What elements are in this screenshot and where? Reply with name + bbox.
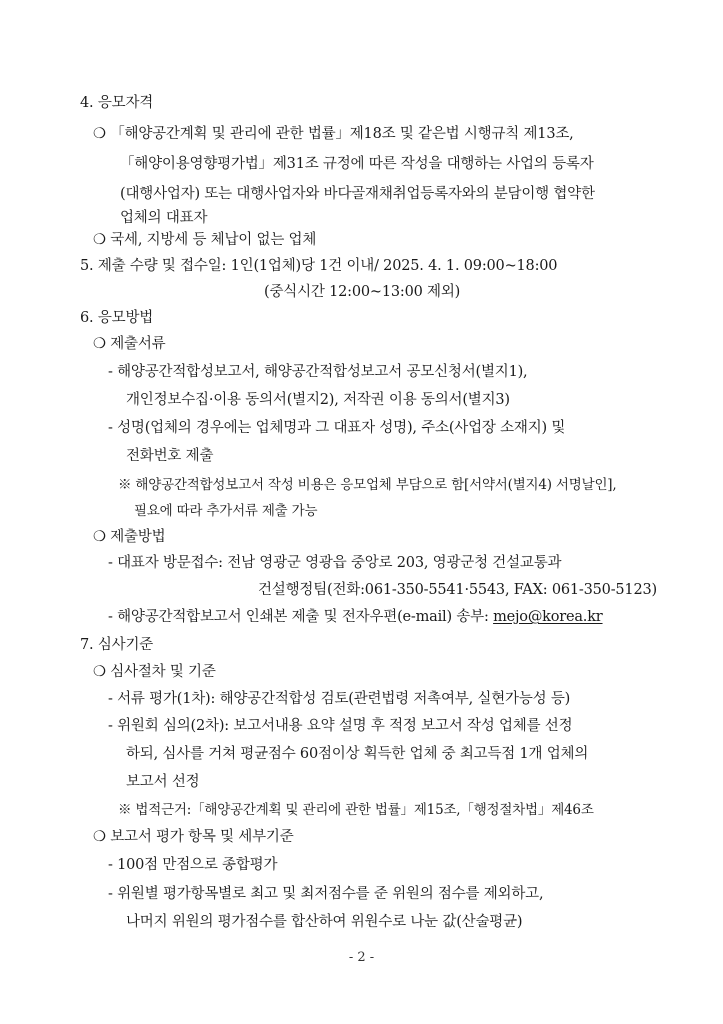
section-4-item-1-line-1: ❍ 「해양공간계획 및 관리에 관한 법률」제18조 및 같은법 시행규칙 제13조, — [93, 126, 574, 142]
method-dash-2 — [108, 607, 603, 627]
section-4-item-2: ❍ 국세, 지방세 등 체납이 없는 업체 — [93, 232, 317, 248]
evaluation-criteria-heading: ❍ 보고서 평가 항목 및 세부기준 — [93, 829, 294, 845]
section-5-line-2: (중식시간 12:00~13:00 제외) — [264, 284, 461, 300]
submission-method-heading: ❍ 제출방법 — [93, 529, 166, 545]
criteria-dash-2-line-1: - 위원별 평가항목별로 최고 및 최저점수를 준 위원의 점수를 제외하고, — [108, 886, 544, 902]
procedure-note: ※ 법적근거:「해양공간계획 및 관리에 관한 법률」제15조,「행정절차법」제46조 — [118, 802, 594, 818]
method-dash-2-text: - 해양공간적합보고서 인쇄본 제출 및 전자우편(e-mail) 송부: — [108, 609, 494, 625]
documents-note-line-1: ※ 해양공간적합성보고서 작성 비용은 응모업체 부담으로 함[서약서(별지4) 서명날인], — [118, 477, 617, 493]
documents-dash-1-line-1: - 해양공간적합성보고서, 해양공간적합성보고서 공모신청서(별지1), — [108, 364, 528, 380]
documents-note-line-2: 필요에 따라 추가서류 제출 가능 — [134, 503, 318, 519]
procedure-dash-2-line-3: 보고서 선정 — [126, 774, 200, 790]
section-6-heading: 6. 응모방법 — [80, 310, 154, 326]
submission-documents-heading: ❍ 제출서류 — [93, 336, 166, 352]
section-5-line-1: 5. 제출 수량 및 접수일: 1인(1업체)당 1건 이내/ 2025. 4. 1. 09:00~18:00 — [80, 258, 558, 274]
procedure-dash-1: - 서류 평가(1차): 해양공간적합성 검토(관련법령 저촉여부, 실현가능성 등) — [108, 691, 571, 707]
email-link[interactable]: mejo@korea.kr — [493, 609, 603, 625]
method-dash-1-line-1: - 대표자 방문접수: 전남 영광군 영광읍 중앙로 203, 영광군청 건설교통과 — [108, 555, 562, 571]
method-dash-1-line-2: 건설행정팀(전화:061-350-5541·5543, FAX: 061-350-5123) — [258, 582, 657, 598]
documents-dash-1-line-2: 개인정보수집·이용 동의서(별지2), 저작권 이용 동의서(별지3) — [126, 392, 510, 408]
procedure-dash-2-line-2: 하되, 심사를 거쳐 평균점수 60점이상 획득한 업체 중 최고득점 1개 업체의 — [126, 746, 589, 762]
section-4-item-1-line-2: 「해양이용영향평가법」제31조 규정에 따른 작성을 대행하는 사업의 등록자 — [120, 156, 594, 172]
page-number: - 2 - — [348, 950, 375, 965]
criteria-dash-1: - 100점 만점으로 종합평가 — [108, 857, 278, 873]
section-7-heading: 7. 심사기준 — [80, 637, 154, 653]
section-4-item-1-line-3: (대행사업자) 또는 대행사업자와 바다골재채취업등록자와의 분담이행 협약한 — [120, 186, 595, 202]
section-4-heading: 4. 응모자격 — [80, 95, 154, 111]
documents-dash-2-line-2: 전화번호 제출 — [126, 448, 214, 464]
criteria-dash-2-line-2: 나머지 위원의 평가점수를 합산하여 위원수로 나눈 값(산술평균) — [126, 914, 523, 930]
section-4-item-1-line-4: 업체의 대표자 — [120, 210, 208, 226]
procedure-dash-2-line-1: - 위원회 심의(2차): 보고서내용 요약 설명 후 적정 보고서 작성 업체를 선정 — [108, 718, 573, 734]
review-procedure-heading: ❍ 심사절차 및 기준 — [93, 664, 216, 680]
documents-dash-2-line-1: - 성명(업체의 경우에는 업체명과 그 대표자 성명), 주소(사업장 소재지) 및 — [108, 420, 566, 436]
